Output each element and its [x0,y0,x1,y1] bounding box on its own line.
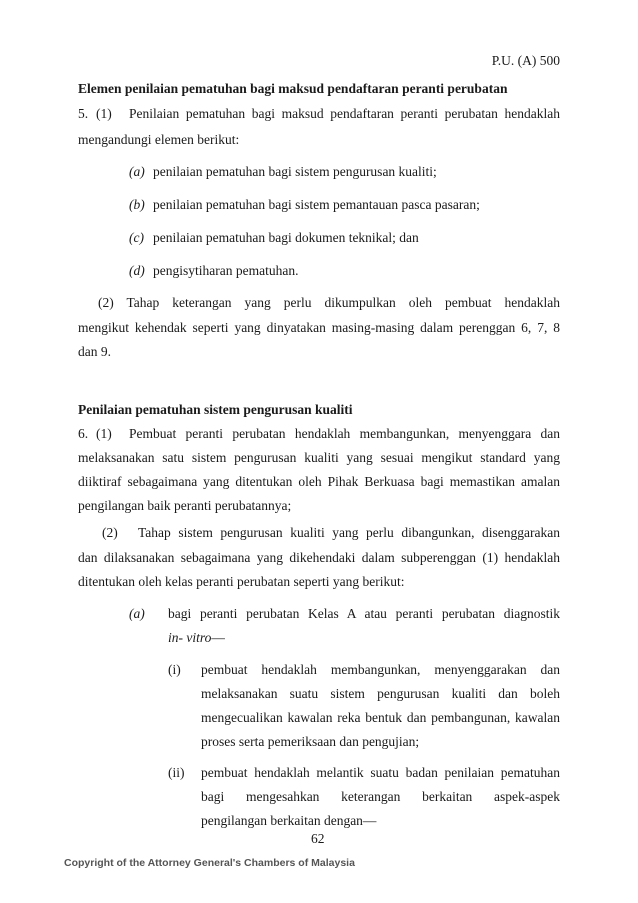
roman-item-line: pengilangan berkaitan dengan— [201,813,377,828]
em-dash: — [211,630,225,645]
paragraph-line: mengandungi elemen berikut: [78,132,240,147]
subparagraph-label: (2) [102,525,118,540]
paragraph-line: ditentukan oleh kelas peranti perubatan seperti yang berikut: [78,574,405,589]
roman-label: (ii) [168,765,185,780]
paragraph-line: Penilaian pematuhan bagi maksud pendaftaran peranti perubatan hendaklah [129,106,560,121]
roman-label: (i) [168,662,181,677]
paragraph-number-5: 5. [78,106,89,121]
page-number: 62 [311,831,325,846]
list-item-text: bagi peranti perubatan Kelas A atau peranti perubatan diagnostik [168,606,560,621]
roman-item-line: pembuat hendaklah membangunkan, menyenggarakan dan [201,662,560,677]
section-heading-quality: Penilaian pematuhan sistem pengurusan kualiti [78,402,353,417]
list-item-label: (a) [129,606,145,621]
list-item-text: penilaian pematuhan bagi sistem pemantauan pasca pasaran; [153,197,480,212]
paragraph-line: Tahap sistem pengurusan kualiti yang perlu dibangunkan, disenggarakan [138,525,560,540]
paragraph-line: (2) Tahap keterangan yang perlu dikumpulkan oleh pembuat hendaklah [98,295,560,310]
list-item-label: (c) [129,230,144,245]
paragraph-line: Pembuat peranti perubatan hendaklah membangunkan, menyenggara dan [129,426,560,441]
paragraph-line: dan 9. [78,344,111,359]
latin-term: in- vitro [168,630,212,645]
roman-item-line: proses serta pemeriksaan dan pengujian; [201,734,420,749]
section-heading-elements: Elemen penilaian pematuhan bagi maksud pendaftaran peranti perubatan [78,81,508,96]
roman-item-line: melaksanakan suatu sistem pengurusan kualiti dan boleh [201,686,560,701]
list-item-text: penilaian pematuhan bagi sistem pengurusan kualiti; [153,164,437,179]
subparagraph-label: (1) [96,426,112,441]
list-item-label: (a) [129,164,145,179]
paragraph-line: pengilangan baik peranti perubatannya; [78,498,292,513]
paragraph-line: melaksanakan satu sistem pengurusan kualiti yang sesuai mengikut standard yang [78,450,560,465]
list-item-label: (b) [129,197,145,212]
roman-item-line: pembuat hendaklah melantik suatu badan penilaian pematuhan [201,765,560,780]
paragraph-line: dan dilaksanakan sebagaimana yang dikehendaki dalam subperenggan (1) hendaklah [78,550,560,565]
list-item-text: penilaian pematuhan bagi dokumen teknikal; dan [153,230,419,245]
roman-item-line: mengecualikan kawalan reka bentuk dan pembangunan, kawalan [201,710,560,725]
copyright-footer: Copyright of the Attorney General's Chambers of Malaysia [64,857,355,869]
paragraph-line: diiktiraf sebagaimana yang ditentukan oleh Pihak Berkuasa bagi memastikan amalan [78,474,560,489]
paragraph-line: mengikut kehendak seperti yang dinyatakan masing-masing dalam perenggan 6, 7, 8 [78,320,560,335]
list-item-label: (d) [129,263,145,278]
roman-item-line: bagi mengesahkan keterangan berkaitan aspek-aspek [201,789,560,804]
list-item-text: pengisytiharan pematuhan. [153,263,299,278]
page-reference: P.U. (A) 500 [491,53,560,68]
paragraph-number-6: 6. [78,426,89,441]
subparagraph-label: (1) [96,106,112,121]
list-item-text [168,629,225,646]
